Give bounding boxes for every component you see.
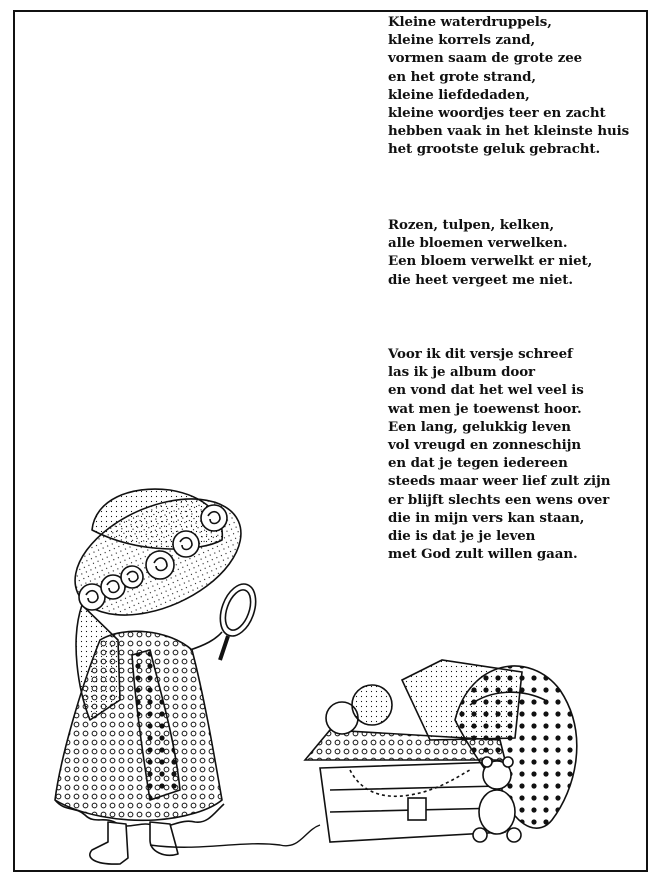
verse-line: Kleine waterdruppels,: [388, 14, 552, 30]
verse-line: die in mijn vers kan staan,: [388, 509, 585, 526]
verse-line: las ik je album door: [388, 364, 535, 381]
verse-line: en dat je tegen iedereen: [388, 455, 568, 472]
verse-line: kleine woordjes teer en zacht: [388, 105, 606, 122]
verse-line: die is dat je je leven: [388, 528, 536, 545]
verse-line: wat men je toewenst hoor.: [388, 400, 582, 417]
verse-line: vol vreugd en zonneschijn: [388, 437, 581, 454]
verse-line: die heet vergeet me niet.: [388, 271, 573, 288]
verse-line: Een bloem verwelkt er niet,: [388, 253, 593, 270]
verse-line: met God zult willen gaan.: [388, 546, 578, 563]
magnifying-glass-icon: [214, 579, 263, 660]
verse-line: Rozen, tulpen, kelken,: [388, 217, 555, 233]
verse-line: hebben vaak in het kleinste huis: [388, 123, 630, 140]
verse-line: kleine korrels zand,: [388, 32, 536, 49]
verse-line: Een lang, gelukkig leven: [388, 418, 571, 435]
verse-line: steeds maar weer lief zult zijn: [388, 473, 611, 490]
verse-line: en het grote strand,: [388, 68, 536, 85]
verse-line: en vond dat het wel veel is: [388, 382, 584, 399]
girl-with-hat-icon: [55, 476, 259, 865]
verse-line: er blijft slechts een wens over: [388, 491, 610, 508]
verse-line: alle bloemen verwelken.: [388, 235, 568, 252]
verse-line: het grootste geluk gebracht.: [388, 141, 601, 158]
verse-line: Voor ik dit versje schreef: [388, 346, 573, 362]
verse-line: kleine liefdedaden,: [388, 86, 530, 103]
verse-line: vormen saam de grote zee: [388, 50, 583, 67]
